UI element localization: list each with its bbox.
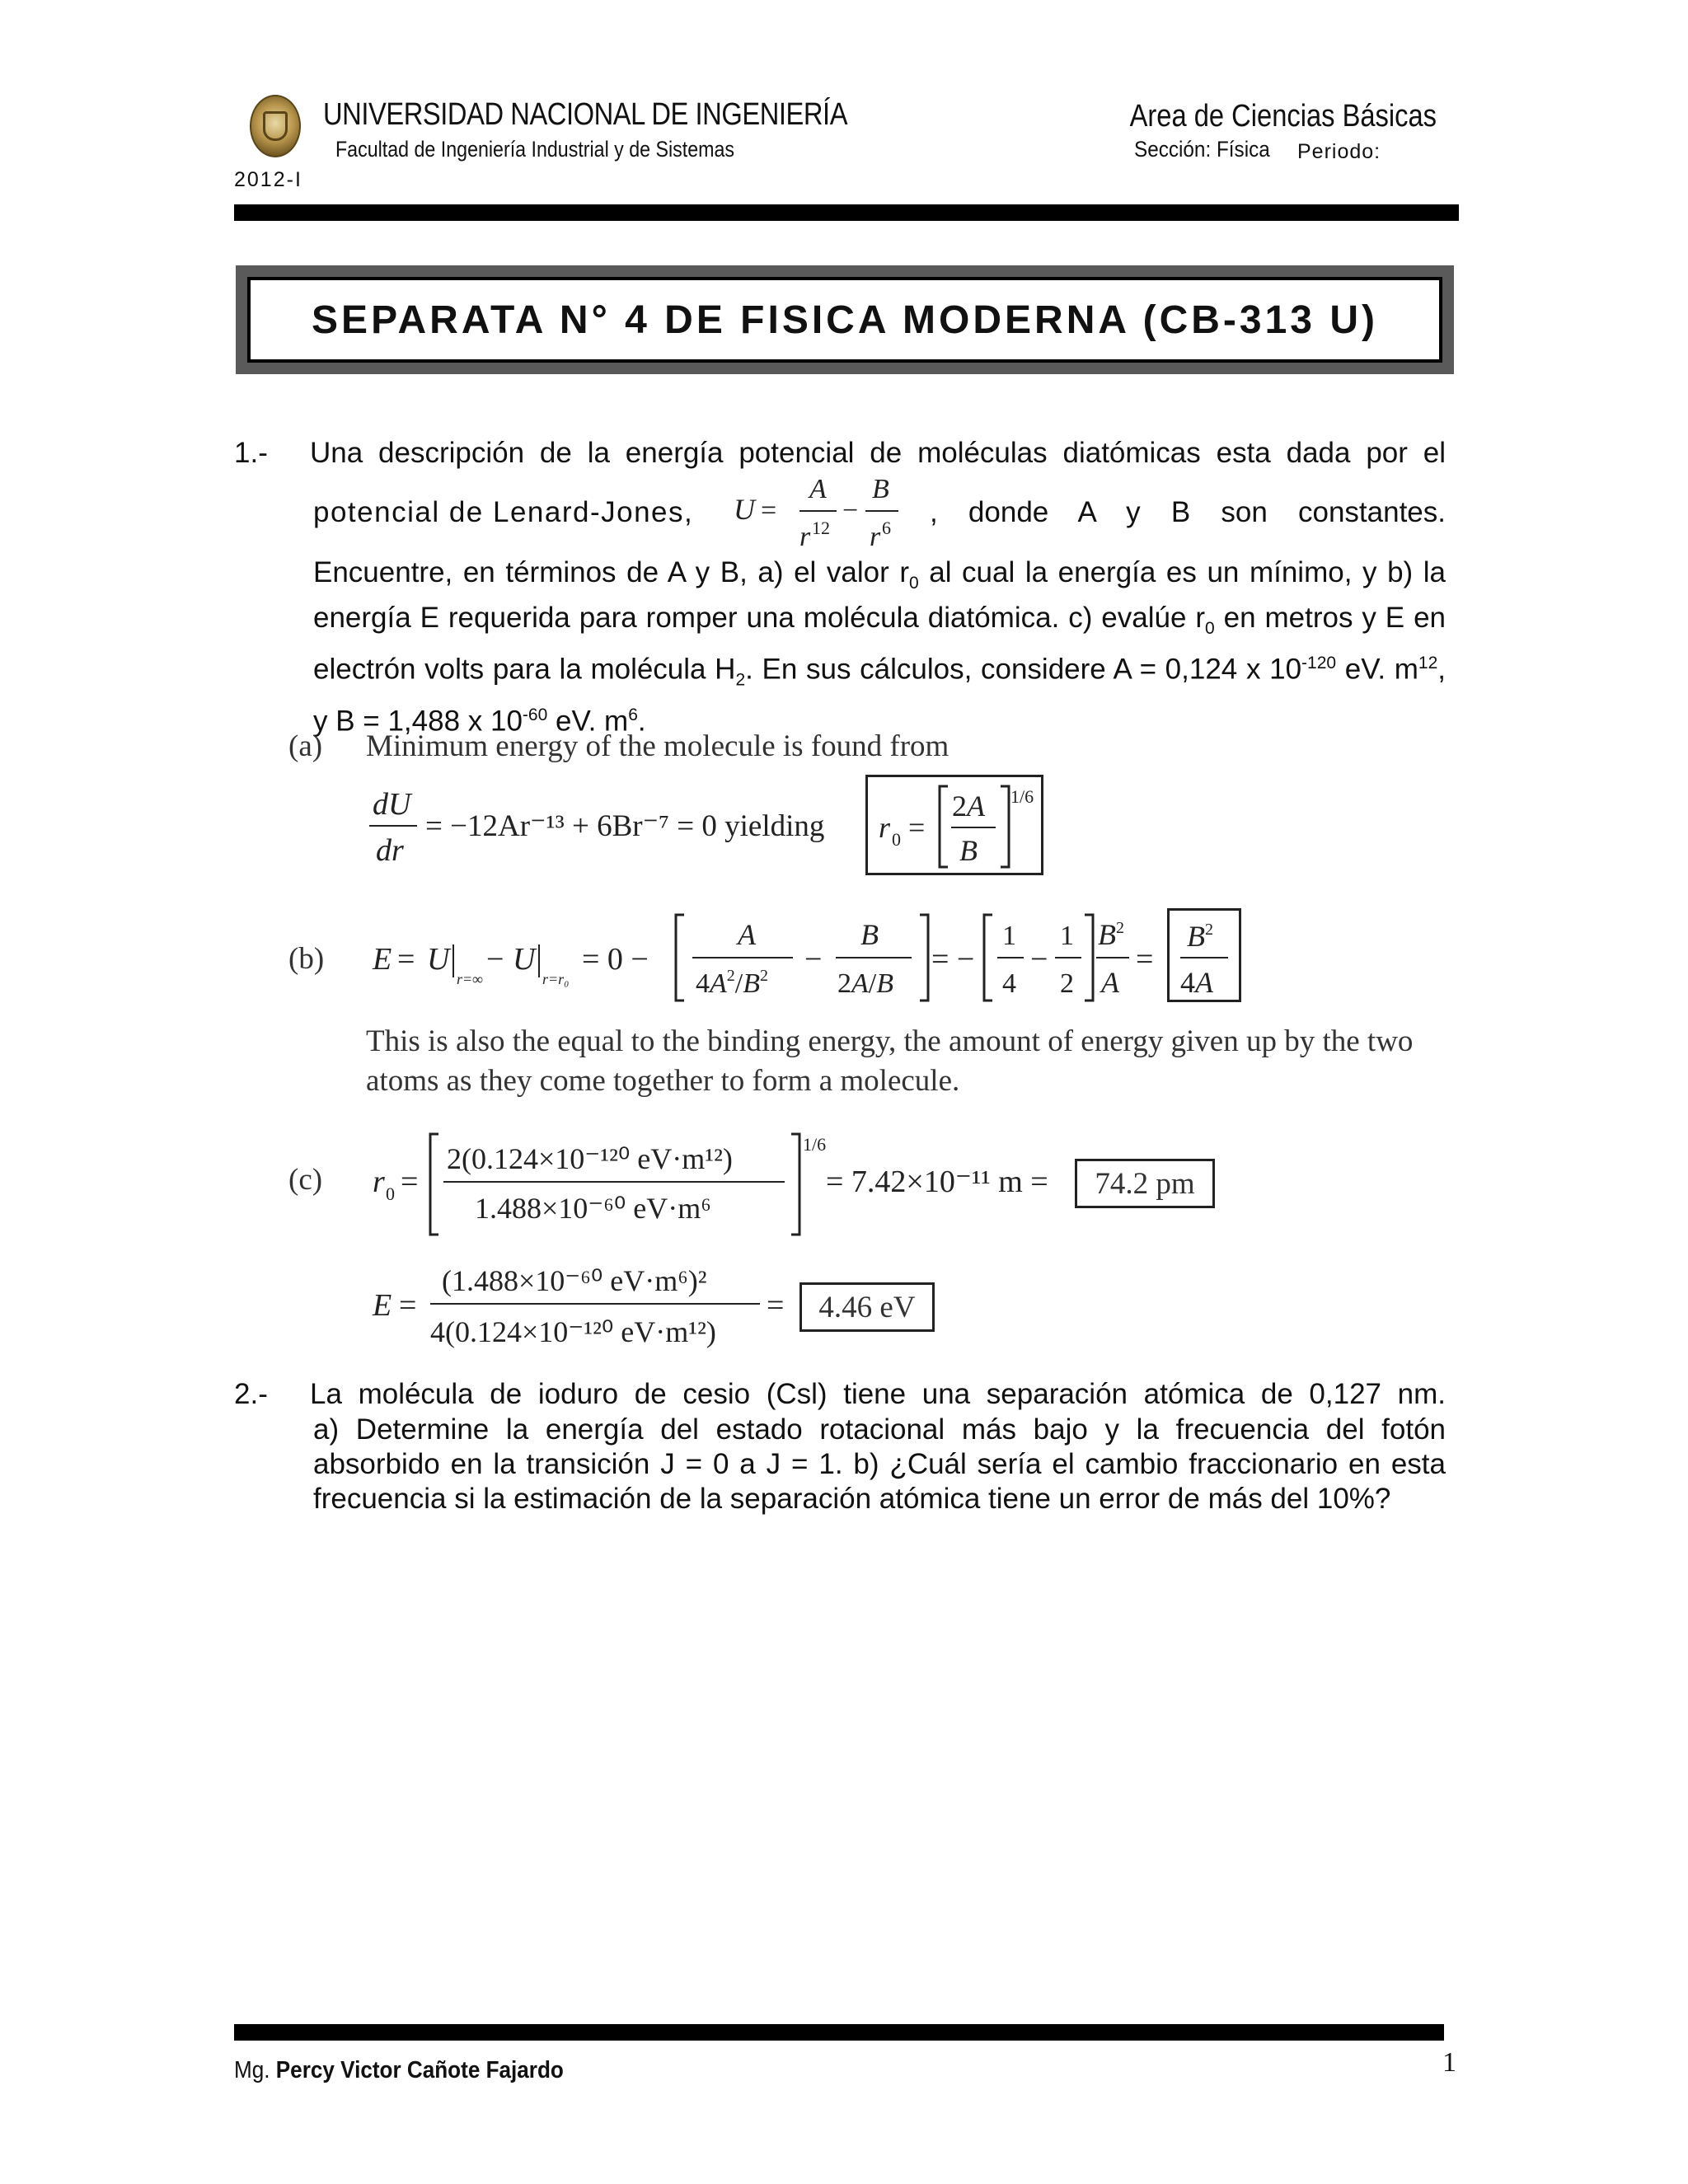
area-name: Area de Ciencias Básicas (1129, 99, 1437, 134)
solution-c-label: (c) (288, 1163, 323, 1197)
page-title: SEPARATA N° 4 DE FISICA MODERNA (CB-313 U) (312, 298, 1378, 342)
solution-b-equation (371, 903, 1245, 1010)
faculty-name: Facultad de Ingeniería Industrial y de Sistemas (335, 137, 735, 162)
svg-text:U: U (513, 942, 536, 977)
svg-text:4: 4 (1002, 968, 1016, 999)
problem-1-line-1: Una descripción de la energía potencial de moléculas diatómicas esta dada por el (310, 437, 1446, 469)
c-r0-box-value: 74.2 pm (1095, 1166, 1195, 1201)
svg-text:4A2/B2: $4A^2/B^2$ (696, 967, 769, 999)
footer-rule (234, 2024, 1444, 2041)
section-label: Sección: Física (1134, 137, 1270, 162)
svg-text:r=∞: r=∞ (457, 971, 483, 987)
problem-1-body: Encuentre, en términos de A y B, a) el valor $r_0$ al cual la energía es un mínimo, y b) la energía E requerida para romper una molécula diatómica. c) evalúe $r_0$ en metros y E en electrón volts para la molécula $H_2$. En sus cálculos, considere A = 0,124 x $10^{-120}$ eV. $m^{12}$, y B = 1,488 x $10^{-60}$ eV. $m^6$. (313, 556, 1447, 738)
svg-text:B2: $B^2$ (1187, 920, 1213, 953)
r0-result-formula (872, 778, 1045, 874)
svg-text:dr: dr (376, 833, 404, 868)
svg-text:A: A (738, 918, 756, 951)
svg-text:r: r (879, 811, 891, 844)
svg-text:A: A (1101, 966, 1119, 999)
solution-a-equation: = −12Ar⁻¹³ + 6Br⁻⁷ = 0 yielding (425, 809, 825, 843)
b2-over-4a-formula (1169, 910, 1240, 1001)
svg-text:=: = (401, 1165, 419, 1199)
svg-text:4A: 4A (1180, 966, 1213, 999)
svg-text:E: E (373, 1288, 392, 1323)
svg-text:r: r (870, 522, 881, 552)
svg-text:A: A (809, 474, 827, 504)
problem-1-number: 1.- (234, 437, 268, 469)
c-e-box-value: 4.46 eV (818, 1290, 916, 1324)
page-number: 1 (1442, 2047, 1456, 2078)
c-e-numerator: (1.488×10⁻⁶⁰ eV·m⁶)² (442, 1264, 707, 1297)
svg-text:B2: $B^2$ (1098, 918, 1124, 951)
svg-text:= −: = − (931, 942, 975, 977)
svg-text:B: B (860, 918, 879, 951)
svg-text:U: U (427, 942, 450, 977)
problem-2-number: 2.- (234, 1378, 268, 1410)
c-r0-numerator: 2(0.124×10⁻¹²⁰ eV·m¹²) (447, 1142, 733, 1175)
svg-text:=: = (767, 1288, 785, 1323)
svg-text:1: 1 (1002, 921, 1016, 951)
problem-1-line-2-suffix: , donde A y B son constantes. (930, 496, 1446, 528)
svg-text:B: B (959, 834, 978, 867)
problem-1-line-2-prefix: potencial de Lenard-Jones, (313, 496, 694, 528)
year-label: 2012-I (234, 168, 302, 191)
svg-text:=: = (761, 495, 777, 526)
svg-text:2: 2 (1060, 968, 1074, 999)
solution-c-e-box (799, 1282, 935, 1332)
svg-text:r: r (799, 522, 811, 552)
svg-text:2A/B: 2A/B (837, 968, 894, 999)
svg-text:1: 1 (1060, 921, 1074, 951)
solution-b-label: (b) (288, 942, 325, 976)
header-rule (234, 204, 1459, 221)
svg-text:=: = (399, 1288, 417, 1323)
period-label: Periodo: (1297, 140, 1381, 163)
c-e-denominator: 4(0.124×10⁻¹²⁰ eV·m¹²) (430, 1315, 716, 1348)
svg-text:1/6: 1/6 (1010, 786, 1034, 807)
solution-c-e-equation (368, 1249, 813, 1365)
svg-text:1/6: 1/6 (803, 1134, 827, 1155)
svg-text:B: B (872, 474, 889, 504)
c-r0-result: = 7.42×10⁻¹¹ m = (826, 1165, 1048, 1199)
solution-a-label: (a) (288, 729, 323, 763)
svg-text:r=r₀: r=r₀ (542, 971, 570, 987)
university-name: UNIVERSIDAD NACIONAL DE INGENIERÍA (323, 97, 848, 132)
svg-text:2A: 2A (952, 790, 985, 823)
svg-text:=: = (397, 942, 415, 977)
author: Mg. Percy Victor Cañote Fajardo (234, 2057, 564, 2083)
solution-b-note-1: This is also the equal to the binding energy, the amount of energy given up by the two (366, 1024, 1414, 1058)
svg-text:0: 0 (386, 1183, 395, 1204)
svg-text:=: = (908, 811, 926, 844)
problem-2-line-1: La molécula de ioduro de cesio (Csl) tiene una separación atómica de 0,127 nm. (310, 1378, 1446, 1410)
author-name: Percy Victor Cañote Fajardo (275, 2057, 564, 2083)
lennard-jones-formula (734, 468, 907, 559)
university-seal-logo (250, 95, 301, 157)
title-box (247, 277, 1442, 363)
svg-text:12: 12 (812, 518, 830, 538)
svg-text:=: = (1136, 942, 1154, 977)
svg-text:−: − (1030, 942, 1048, 977)
svg-text:= 0 −: = 0 − (582, 942, 649, 977)
svg-text:dU: dU (373, 787, 411, 822)
svg-text:−: − (486, 942, 504, 977)
svg-text:E: E (373, 942, 392, 977)
svg-text:0: 0 (892, 829, 901, 850)
solution-a-text: Minimum energy of the molecule is found from (366, 729, 950, 763)
c-r0-denominator: 1.488×10⁻⁶⁰ eV·m⁶ (475, 1192, 711, 1225)
svg-text:−: − (842, 495, 859, 526)
svg-text:−: − (804, 942, 823, 977)
solution-b-note-2: atoms as they come together to form a molecule. (366, 1064, 960, 1098)
svg-text:r: r (373, 1165, 385, 1199)
problem-2-body: a) Determine la energía del estado rotacional más bajo y la frecuencia del fotón absorbido en la transición J = 0 a J = 1. b) ¿Cuál sería el cambio fraccionario en esta frecuencia si la estimación de la separación atómica tiene un error de más del 10%? (313, 1413, 1446, 1515)
svg-text:6: 6 (882, 518, 891, 538)
solution-c-r0-box (1075, 1159, 1215, 1208)
svg-text:U: U (734, 493, 755, 526)
